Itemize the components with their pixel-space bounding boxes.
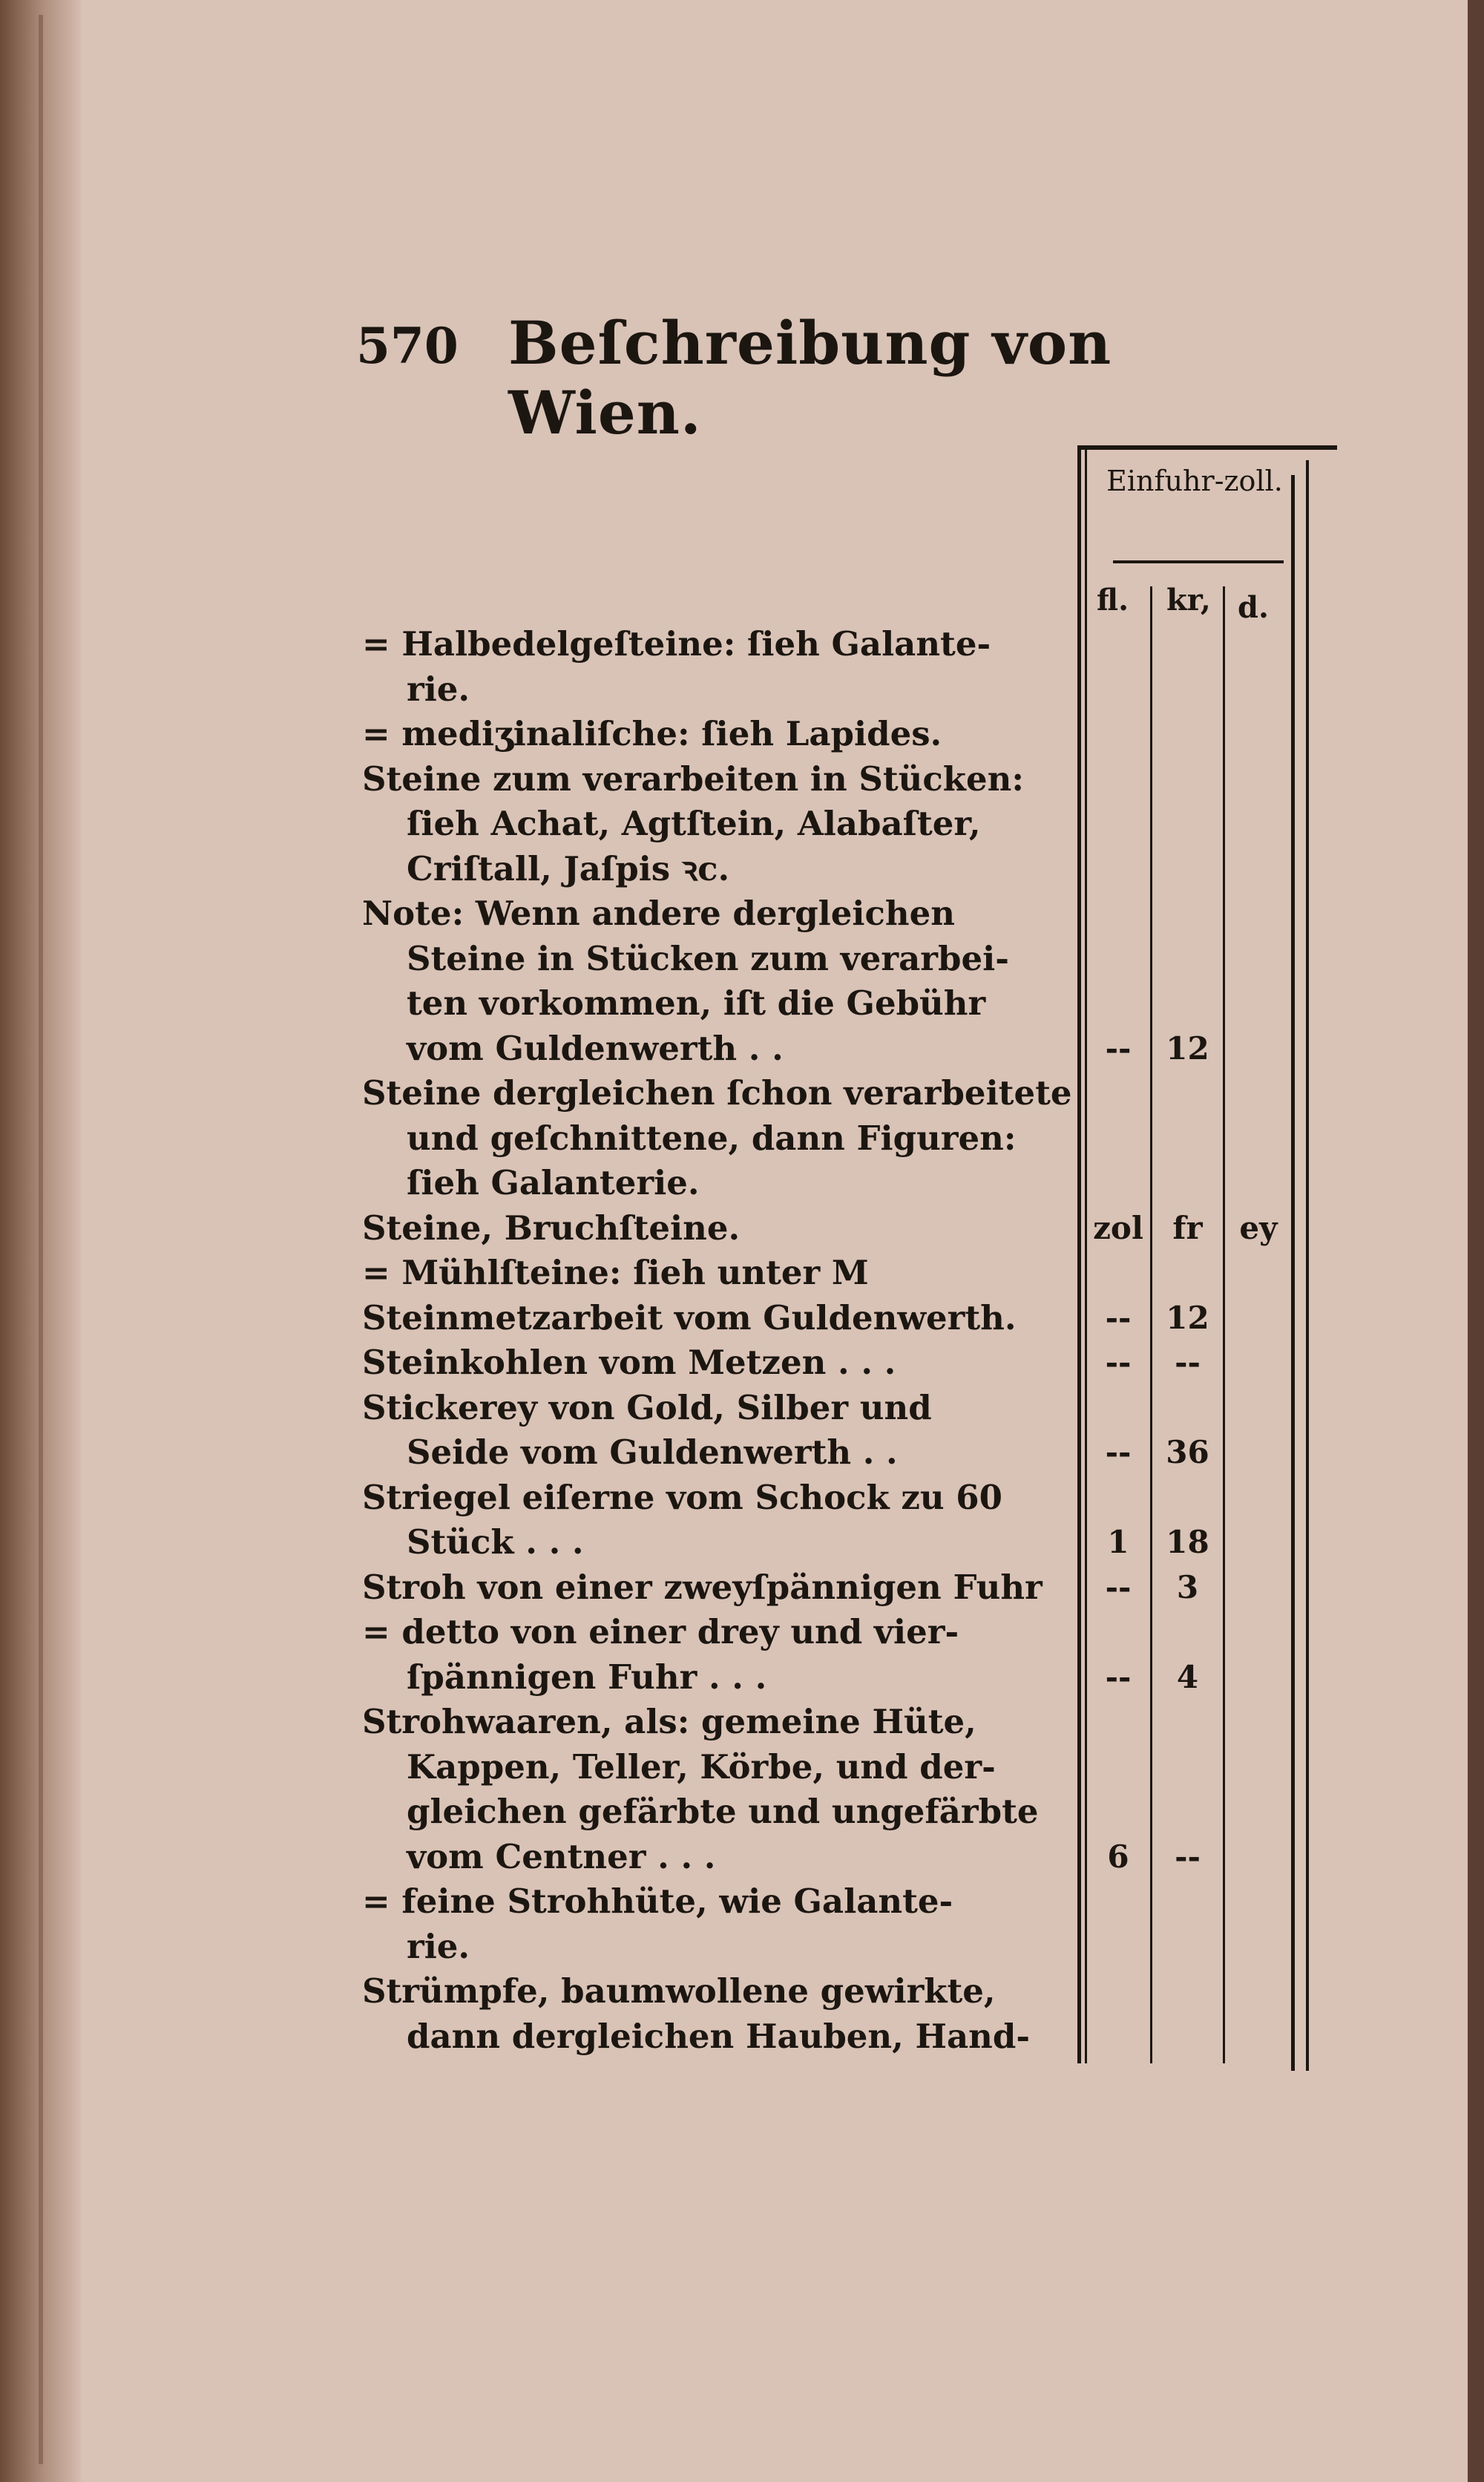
duty-gulden-value: -- — [1105, 1344, 1132, 1381]
entry-continuation-line: ten vorkommen, iſt die Gebühr — [407, 983, 986, 1023]
duty-kreuzer-value: 18 — [1166, 1524, 1209, 1560]
unit-kreuzer: kr, — [1166, 583, 1211, 618]
entry-line: Strümpfe, baumwollene gewirkte, — [362, 1971, 996, 2011]
duty-gulden-value: -- — [1105, 1299, 1132, 1336]
entry-line: Steinkohlen vom Metzen . . . — [362, 1343, 896, 1382]
duty-kreuzer-value: 12 — [1166, 1029, 1209, 1067]
duty-kreuzer-value: 4 — [1176, 1658, 1199, 1695]
page-edge — [1468, 0, 1484, 2482]
duty-kreuzer-value: -- — [1175, 1344, 1201, 1381]
duty-kreuzer-value: 12 — [1166, 1299, 1209, 1336]
entry-line: = Mühlſteine: ſieh unter M — [362, 1253, 869, 1292]
entry-line: Striegel eiſerne vom Schock zu 60 — [362, 1477, 1002, 1517]
entry-continuation-line: Seide vom Guldenwerth . . — [407, 1432, 898, 1472]
table-left-border-inner — [1085, 445, 1087, 2063]
entry-line: = Halbedelgeſteine: ſieh Galante- — [362, 624, 991, 664]
duty-gulden-value: 6 — [1107, 1838, 1129, 1875]
duty-kreuzer-value: 36 — [1166, 1434, 1209, 1470]
entry-line: Steine, Bruchſteine. — [362, 1208, 741, 1248]
duty-kreuzer-value: 3 — [1176, 1568, 1199, 1605]
running-title: Beſchreibung von Wien. — [508, 308, 1112, 448]
entry-continuation-line: vom Guldenwerth . . — [407, 1028, 784, 1068]
entry-continuation-line: rie. — [407, 669, 470, 709]
entry-continuation-line: Criſtall, Jaſpis ꝛc. — [407, 848, 730, 888]
entry-line: Strohwaaren, als: gemeine Hüte, — [362, 1702, 976, 1741]
table-right-border-outer — [1306, 460, 1309, 2071]
duty-gulden-value: -- — [1105, 1029, 1132, 1067]
entry-continuation-line: ſpännigen Fuhr . . . — [407, 1657, 767, 1697]
entry-line: = detto von einer drey und vier- — [362, 1612, 959, 1651]
entry-continuation-line: ſieh Galanterie. — [407, 1163, 700, 1202]
entry-line: Note: Wenn andere dergleichen — [362, 894, 955, 933]
entry-continuation-line: ſieh Achat, Agtſtein, Alabaſter, — [407, 804, 981, 843]
duty-gulden-value: -- — [1105, 1568, 1132, 1605]
entry-line: Stroh von einer zweyſpännigen Fuhr — [362, 1567, 1043, 1607]
duty-gulden-value: -- — [1105, 1434, 1132, 1470]
entry-line: Steinmetzarbeit vom Guldenwerth. — [362, 1297, 1017, 1337]
entry-continuation-line: gleichen gefärbte und ungefärbte — [407, 1792, 1039, 1831]
entry-continuation-line: dann dergleichen Hauben, Hand- — [407, 2016, 1031, 2056]
entry-continuation-line: rie. — [407, 1926, 470, 1966]
entry-line: Stickerey von Gold, Silber und — [362, 1387, 932, 1427]
duty-gulden-value: -- — [1105, 1658, 1132, 1695]
entry-line: = feine Strohhüte, wie Galante- — [362, 1882, 953, 1921]
duty-gulden-value: zol — [1093, 1209, 1143, 1246]
entry-line: = mediʒinaliſche: ſieh Lapides. — [362, 714, 942, 753]
header-underline — [1113, 560, 1284, 563]
table-right-border — [1291, 475, 1295, 2071]
unit-denar: d. — [1238, 590, 1269, 625]
entry-continuation-line: und geſchnittene, dann Figuren: — [407, 1118, 1017, 1158]
entry-continuation-line: Stück . . . — [407, 1522, 584, 1562]
duty-kreuzer-value: -- — [1175, 1838, 1201, 1875]
duty-denar-value: ey — [1239, 1209, 1278, 1246]
duty-gulden-value: 1 — [1107, 1524, 1129, 1560]
entry-continuation-line: Steine in Stücken zum verarbei- — [407, 938, 1009, 978]
entry-continuation-line: vom Centner . . . — [407, 1836, 716, 1876]
column-header-title: Einfuhr-zoll. — [1106, 465, 1283, 497]
page-number: 570 — [356, 317, 459, 375]
entry-line: Steine zum verarbeiten in Stücken: — [362, 759, 1024, 799]
table-top-border — [1077, 445, 1337, 450]
unit-gulden: fl. — [1097, 583, 1129, 618]
entry-line: Steine dergleichen ſchon verarbeitete — [362, 1073, 1072, 1113]
duty-kreuzer-value: fr — [1172, 1209, 1203, 1246]
entry-continuation-line: Kappen, Teller, Körbe, und der- — [407, 1746, 996, 1787]
denar-column-divider — [1223, 586, 1225, 2063]
